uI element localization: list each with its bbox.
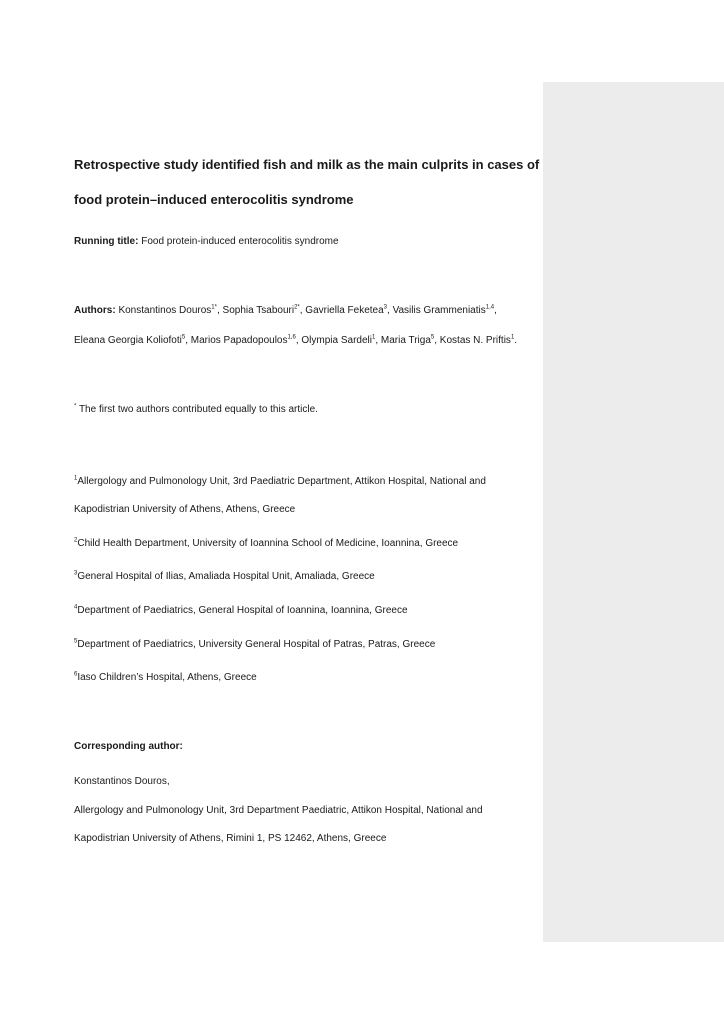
paper-title-line-2: food protein–induced enterocolitis syndrome: [74, 192, 354, 207]
note-text: The first two authors contributed equally to this article.: [76, 404, 318, 415]
affiliation-text: Iaso Children’s Hospital, Athens, Greece: [77, 672, 257, 683]
authors-line2-affiliation-marker: 1,6: [287, 334, 296, 341]
authors-line1-name: ,: [494, 305, 497, 316]
affiliation-line: [74, 476, 486, 488]
affiliation-number: 4: [74, 604, 78, 611]
authors-line-2: [74, 335, 517, 347]
note-marker: *: [74, 403, 77, 410]
authors-line-1: [74, 305, 497, 317]
affiliation-text: General Hospital of Ilias, Amaliada Hospital Unit, Amaliada, Greece: [77, 571, 375, 582]
comment-margin-pane: [543, 82, 724, 942]
authors-line2-name: , Marios Papadopoulos: [185, 335, 288, 346]
affiliation-line: [74, 605, 408, 617]
affiliation-line: [74, 639, 435, 651]
authors-line1-name: Konstantinos Douros: [118, 305, 212, 316]
corresponding-line-2: Allergology and Pulmonology Unit, 3rd Department Paediatric, Attikon Hospital, National and: [74, 805, 483, 816]
affiliation-line: [74, 538, 458, 550]
authors-line2-name: .: [514, 335, 518, 346]
affiliation-line: [74, 571, 375, 583]
running-title: [74, 236, 339, 248]
authors-line1-name: , Sophia Tsabouri: [216, 305, 295, 316]
corresponding-line-3: Kapodistrian University of Athens, Rimini 1, PS 12462, Athens, Greece: [74, 833, 387, 844]
running-title-text: Food protein-induced enterocolitis syndrome: [138, 236, 339, 247]
authors-line1-affiliation-marker: 1,4: [485, 304, 495, 311]
authors-line1-name: , Gavriella Feketea: [299, 305, 384, 316]
affiliation-number: 5: [74, 638, 78, 645]
affiliation-text: Department of Paediatrics, University General Hospital of Patras, Patras, Greece: [77, 639, 436, 650]
authors-line1-name: , Vasilis Grammeniatis: [387, 305, 486, 316]
affiliation-number: 6: [74, 671, 78, 678]
authors-line2-name: Eleana Georgia Koliofoti: [74, 335, 182, 346]
affiliation-text: Child Health Department, University of Ioannina School of Medicine, Ioannina, Greece: [77, 538, 459, 549]
authors-line1-affiliation-marker: 2*: [294, 304, 300, 311]
equal-contribution-note: [74, 404, 318, 416]
authors-line2-affiliation-marker: 5: [181, 334, 186, 341]
paper-title-line-1: Retrospective study identified fish and milk as the main culprits in cases of: [74, 157, 540, 172]
affiliation-text: Kapodistrian University of Athens, Athens, Greece: [74, 504, 296, 515]
authors-line2-affiliation-marker: 1: [371, 334, 376, 341]
affiliation-line: [74, 504, 295, 516]
running-title-label: Running title:: [74, 236, 139, 247]
corresponding-line-1: Konstantinos Douros,: [74, 776, 170, 787]
affiliation-number: 1: [74, 475, 78, 482]
authors-line2-name: , Maria Triga: [375, 335, 431, 346]
authors-line2-name: , Kostas N. Priftis: [434, 335, 511, 346]
authors-label: Authors:: [74, 305, 116, 316]
affiliation-text: Allergology and Pulmonology Unit, 3rd Paediatric Department, Attikon Hospital, National and: [77, 476, 486, 487]
affiliation-line: [74, 672, 257, 684]
authors-line2-affiliation-marker: 1: [510, 334, 515, 341]
authors-line2-name: , Olympia Sardeli: [295, 335, 372, 346]
affiliation-number: 2: [74, 537, 78, 544]
corresponding-author-label: Corresponding author:: [74, 741, 183, 752]
authors-line2-affiliation-marker: 5: [430, 334, 435, 341]
affiliation-number: 3: [74, 570, 78, 577]
authors-line1-affiliation-marker: 3: [383, 304, 388, 311]
authors-line1-affiliation-marker: 1*: [211, 304, 217, 311]
affiliation-text: Department of Paediatrics, General Hospital of Ioannina, Ioannina, Greece: [77, 605, 408, 616]
